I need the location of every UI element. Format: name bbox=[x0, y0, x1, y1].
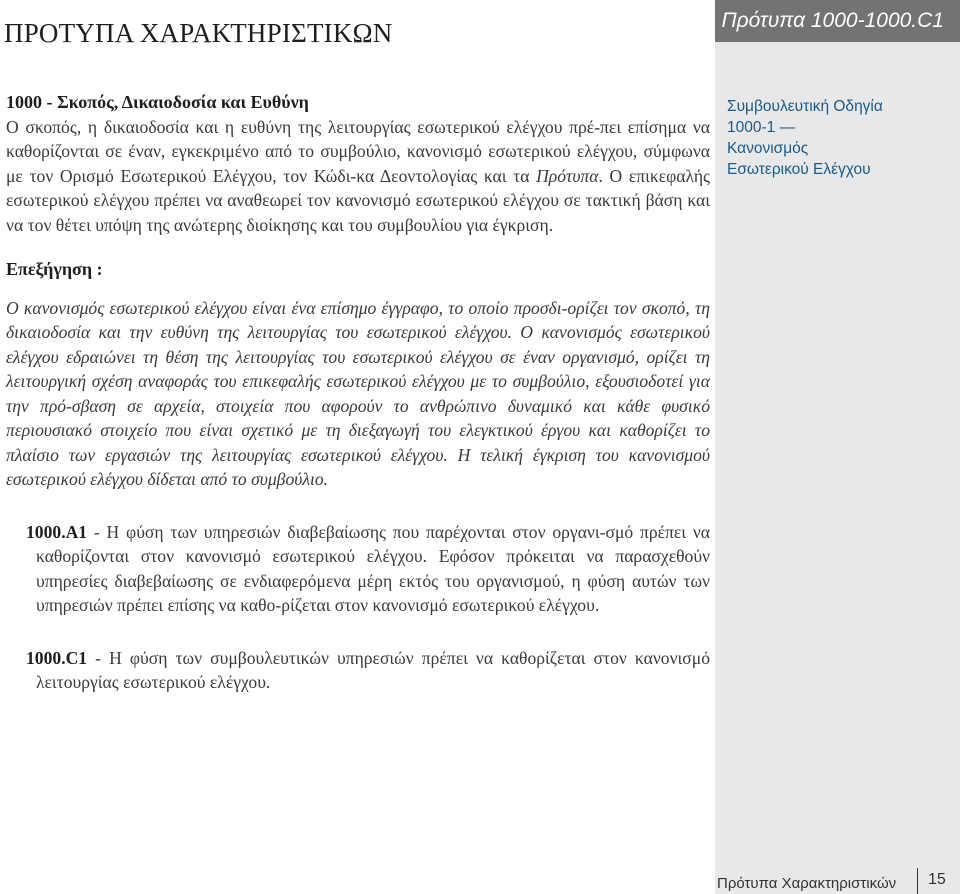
standard-code: 1000.C1 bbox=[26, 647, 88, 668]
standard-item bbox=[6, 646, 710, 695]
page-number: 15 bbox=[928, 871, 946, 888]
section-body bbox=[6, 115, 710, 238]
main-content bbox=[6, 90, 710, 695]
sidebar-note-title: Συμβουλευτική Οδηγία bbox=[727, 98, 883, 115]
section-body-text: Ο σκοπός, η δικαιοδοσία και η ευθύνη της λειτουργίας εσωτερικού ελέγχου πρέ-πει επίσημα να καθορίζονται σε έναν, εγκεκριμένο από το συμβούλιο, κανονισμό εσωτερικού ελέγχου, σύμφωνα με τον Ορισμό Εσωτερικού Ελέγχου, τον Κώδι-κα Δεοντολογίας και τα bbox=[6, 116, 710, 186]
footer-title: Πρότυπα Χαρακτηριστικών bbox=[717, 875, 897, 892]
section-heading: 1000 - Σκοπός, Δικαιοδοσία και Ευθύνη bbox=[6, 92, 309, 112]
standard-code: 1000.A1 bbox=[26, 521, 88, 542]
page-title: ΠΡΟΤΥΠΑ ΧΑΡΑΚΤΗΡΙΣΤΙΚΩΝ bbox=[4, 18, 393, 48]
standard-item bbox=[6, 520, 710, 618]
sidebar-note-line: Κανονισμός bbox=[727, 140, 809, 157]
running-head bbox=[715, 0, 960, 42]
section-body-text: . Ο επικεφαλής εσωτερικού ελέγχου πρέπει να αναθεωρεί τον κανονισμό εσωτερικού ελέγχου σε τακτική βάση και να τον θέτει υπόψη της ανώτερης διοίκησης και του συμβουλίου για έγκριση. bbox=[6, 165, 711, 235]
sidebar-note-line: Εσωτερικού Ελέγχου bbox=[727, 161, 871, 178]
interpretation-heading: Επεξήγηση : bbox=[6, 259, 103, 279]
standard-text: - Η φύση των συμβουλευτικών υπηρεσιών πρέπει να καθορίζεται στον κανονισμό λειτουργίας εσωτερικού ελέγχου. bbox=[36, 647, 710, 692]
sidebar-note bbox=[727, 96, 947, 180]
running-head-text: Πρότυπα 1000-1000.C1 bbox=[721, 9, 944, 32]
sidebar-note-ref: 1000-1 — bbox=[727, 119, 796, 136]
footer-divider bbox=[917, 868, 918, 894]
interpretation-text: Ο κανονισμός εσωτερικού ελέγχου είναι ένα επίσημο έγγραφο, το οποίο προσδι-ορίζει τον σκοπό, τη δικαιοδοσία και την ευθύνη της λειτουργίας του εσωτερικού ελέγχου. Ο κανονισμός εσωτερικού ελέγχου εδραιώνει τη θέση της λειτουργίας του εσωτερικού ελέγχου σε έναν οργανισμό, ορίζει τη λειτουργική σχέση αναφοράς του επικεφαλής εσωτερικού ελέγχου με το συμβούλιο, εξουσιοδοτεί για την πρό-σβαση σε αρχεία, στοιχεία που αφορούν το ανθρώπινο δυναμικό και κάθε φυσικό περιουσιακό στοιχείο που είναι σχετικό με τη διεξαγωγή του ελεγκτικού έργου και καθορίζει το πλαίσιο των εργασιών της λειτουργίας εσωτερικού ελέγχου. Η τελική έγκριση του κανονισμού εσωτερικού ελέγχου δίδεται από το συμβούλιο. bbox=[6, 297, 710, 489]
standard-text: - Η φύση των υπηρεσιών διαβεβαίωσης που παρέχονται στον οργανι-σμό πρέπει να καθορίζονται στον κανονισμό εσωτερικού ελέγχου. Εφόσον πρόκειται να παρασχεθούν υπηρεσίες διαβεβαίωσης σε ενδιαφερόμενα μέρη εκτός του οργανισμού, η φύση αυτών των υπηρεσιών πρέπει επίσης να καθο-ρίζεται στον κανονισμό εσωτερικού ελέγχου. bbox=[36, 521, 710, 615]
section-body-italic: Πρότυπα bbox=[536, 165, 599, 186]
